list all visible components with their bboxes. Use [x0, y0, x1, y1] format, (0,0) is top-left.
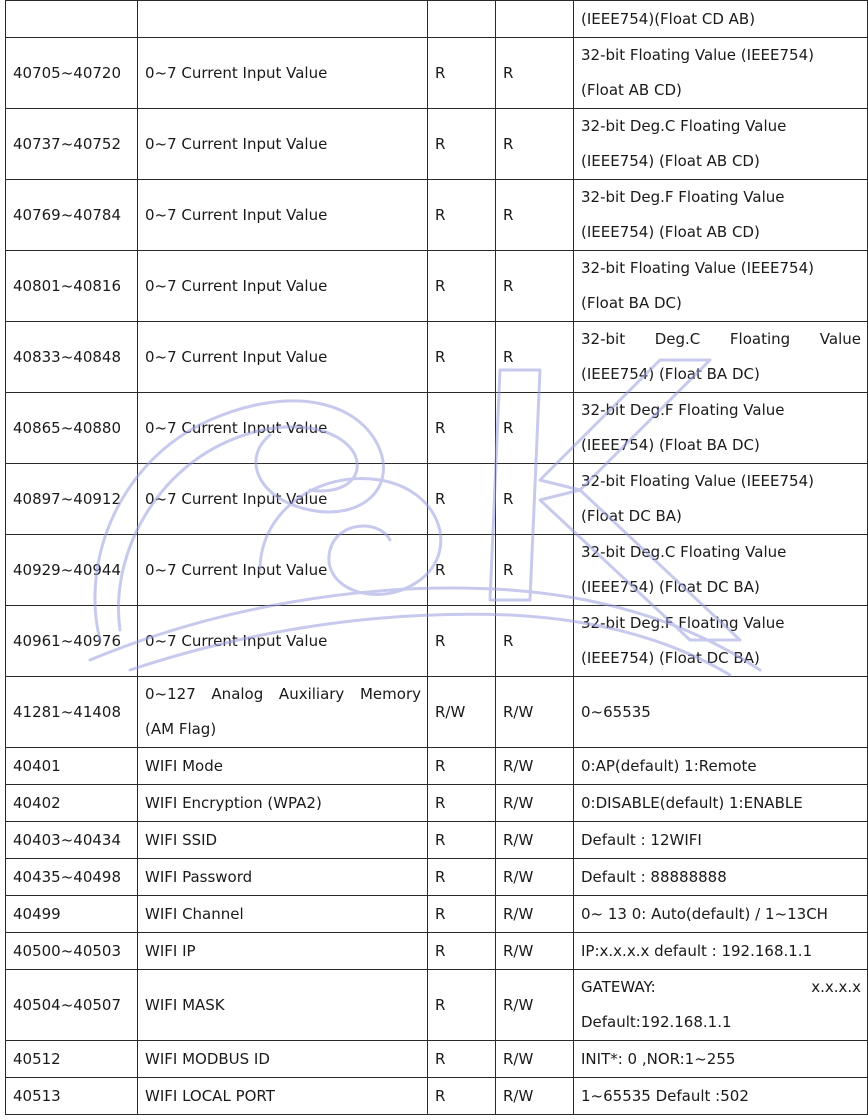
- access-cell: R: [428, 785, 496, 822]
- note-cell: 1~65535 Default :502: [574, 1078, 868, 1115]
- description-cell: WIFI Encryption (WPA2): [138, 785, 428, 822]
- table-row: [6, 859, 868, 896]
- note-cell: IP:x.x.x.x default : 192.168.1.1: [574, 933, 868, 970]
- table-row: [6, 933, 868, 970]
- access-cell: R: [428, 109, 496, 180]
- note-cell: 32-bit Deg.C Floating Value (IEEE754) (Float AB CD): [574, 109, 868, 180]
- access-cell: R/W: [428, 677, 496, 748]
- table-row: [6, 322, 868, 393]
- table-row: [6, 822, 868, 859]
- note-cell: 0:DISABLE(default) 1:ENABLE: [574, 785, 868, 822]
- access-cell: R/W: [496, 822, 574, 859]
- access-cell: [428, 1, 496, 38]
- description-cell: WIFI IP: [138, 933, 428, 970]
- access-cell: R/W: [496, 677, 574, 748]
- access-cell: R: [496, 251, 574, 322]
- address-cell: 40737~40752: [6, 109, 138, 180]
- address-cell: 40435~40498: [6, 859, 138, 896]
- address-cell: 40833~40848: [6, 322, 138, 393]
- table-row: [6, 180, 868, 251]
- note-cell: Default : 88888888: [574, 859, 868, 896]
- table-row: [6, 748, 868, 785]
- address-cell: 40769~40784: [6, 180, 138, 251]
- address-cell: 40897~40912: [6, 464, 138, 535]
- description-cell: WIFI SSID: [138, 822, 428, 859]
- access-cell: R: [496, 109, 574, 180]
- access-cell: R: [428, 38, 496, 109]
- note-cell: INIT*: 0 ,NOR:1~255: [574, 1041, 868, 1078]
- access-cell: R/W: [496, 1041, 574, 1078]
- address-cell: 40512: [6, 1041, 138, 1078]
- document-page: [5, 0, 861, 1115]
- note-cell: 32-bit Floating Value (IEEE754) (Float AB CD): [574, 38, 868, 109]
- address-cell: 40929~40944: [6, 535, 138, 606]
- note-cell: 32-bit Floating Value (IEEE754) (Float BA DC): [574, 251, 868, 322]
- register-table-body: [6, 1, 868, 1115]
- table-row: [6, 896, 868, 933]
- description-cell: [138, 1, 428, 38]
- access-cell: R: [496, 464, 574, 535]
- access-cell: R/W: [496, 933, 574, 970]
- description-cell: 0~127 Analog Auxiliary Memory (AM Flag): [138, 677, 428, 748]
- access-cell: R: [428, 896, 496, 933]
- note-cell: 0:AP(default) 1:Remote: [574, 748, 868, 785]
- address-cell: 40705~40720: [6, 38, 138, 109]
- table-row: [6, 109, 868, 180]
- access-cell: R: [428, 748, 496, 785]
- access-cell: R/W: [496, 1078, 574, 1115]
- access-cell: R: [496, 322, 574, 393]
- address-cell: 40402: [6, 785, 138, 822]
- address-cell: 40513: [6, 1078, 138, 1115]
- note-cell: 32-bit Floating Value (IEEE754) (Float DC BA): [574, 464, 868, 535]
- access-cell: R/W: [496, 859, 574, 896]
- address-cell: 40403~40434: [6, 822, 138, 859]
- access-cell: R: [496, 606, 574, 677]
- gateway-line: [581, 970, 861, 1005]
- description-cell: 0~7 Current Input Value: [138, 180, 428, 251]
- description-cell: 0~7 Current Input Value: [138, 38, 428, 109]
- note-cell: (IEEE754)(Float CD AB): [574, 1, 868, 38]
- access-cell: R: [428, 606, 496, 677]
- description-cell: 0~7 Current Input Value: [138, 109, 428, 180]
- table-row: [6, 785, 868, 822]
- table-row: [6, 393, 868, 464]
- address-cell: 40801~40816: [6, 251, 138, 322]
- table-row: [6, 251, 868, 322]
- table-row: [6, 535, 868, 606]
- table-row: [6, 606, 868, 677]
- description-cell: 0~7 Current Input Value: [138, 464, 428, 535]
- table-row: [6, 677, 868, 748]
- access-cell: R/W: [496, 896, 574, 933]
- address-cell: 40500~40503: [6, 933, 138, 970]
- address-cell: 40401: [6, 748, 138, 785]
- access-cell: R: [428, 535, 496, 606]
- access-cell: R: [496, 535, 574, 606]
- access-cell: R: [428, 322, 496, 393]
- access-cell: R: [428, 933, 496, 970]
- gateway-value: x.x.x.x: [811, 978, 861, 996]
- note-cell: [574, 970, 868, 1041]
- note-cell: 32-bit Deg.F Floating Value (IEEE754) (Float DC BA): [574, 606, 868, 677]
- table-row: [6, 970, 868, 1041]
- note-cell: 32-bit Deg.F Floating Value (IEEE754) (Float BA DC): [574, 393, 868, 464]
- access-cell: R: [496, 38, 574, 109]
- access-cell: R: [428, 1041, 496, 1078]
- access-cell: R: [428, 970, 496, 1041]
- access-cell: R/W: [496, 970, 574, 1041]
- access-cell: [496, 1, 574, 38]
- note-cell: 0~65535: [574, 677, 868, 748]
- access-cell: R: [428, 859, 496, 896]
- gateway-label: GATEWAY:: [581, 978, 656, 996]
- description-cell: WIFI MODBUS ID: [138, 1041, 428, 1078]
- description-cell: 0~7 Current Input Value: [138, 393, 428, 464]
- description-cell: 0~7 Current Input Value: [138, 322, 428, 393]
- note-cell: 32-bit Deg.C Floating Value (IEEE754) (Float BA DC): [574, 322, 868, 393]
- access-cell: R: [428, 393, 496, 464]
- address-cell: 41281~41408: [6, 677, 138, 748]
- access-cell: R: [428, 251, 496, 322]
- address-cell: 40865~40880: [6, 393, 138, 464]
- description-cell: WIFI Mode: [138, 748, 428, 785]
- note-cell: 32-bit Deg.C Floating Value (IEEE754) (Float DC BA): [574, 535, 868, 606]
- access-cell: R: [428, 1078, 496, 1115]
- access-cell: R: [428, 464, 496, 535]
- register-table: [5, 0, 868, 1115]
- address-cell: 40499: [6, 896, 138, 933]
- access-cell: R: [496, 180, 574, 251]
- table-row: [6, 1078, 868, 1115]
- description-cell: WIFI LOCAL PORT: [138, 1078, 428, 1115]
- note-cell: 0~ 13 0: Auto(default) / 1~13CH: [574, 896, 868, 933]
- note-cell: 32-bit Deg.F Floating Value (IEEE754) (Float AB CD): [574, 180, 868, 251]
- description-cell: WIFI Channel: [138, 896, 428, 933]
- table-row: [6, 38, 868, 109]
- access-cell: R/W: [496, 785, 574, 822]
- address-cell: 40961~40976: [6, 606, 138, 677]
- table-row: [6, 1041, 868, 1078]
- note-cell: Default : 12WIFI: [574, 822, 868, 859]
- access-cell: R: [428, 822, 496, 859]
- description-cell: 0~7 Current Input Value: [138, 606, 428, 677]
- description-cell: WIFI Password: [138, 859, 428, 896]
- access-cell: R/W: [496, 748, 574, 785]
- description-cell: WIFI MASK: [138, 970, 428, 1041]
- address-cell: 40504~40507: [6, 970, 138, 1041]
- description-cell: 0~7 Current Input Value: [138, 535, 428, 606]
- access-cell: R: [496, 393, 574, 464]
- gateway-default: Default:192.168.1.1: [581, 1013, 732, 1031]
- table-row: [6, 464, 868, 535]
- address-cell: [6, 1, 138, 38]
- description-cell: 0~7 Current Input Value: [138, 251, 428, 322]
- table-row: [6, 1, 868, 38]
- access-cell: R: [428, 180, 496, 251]
